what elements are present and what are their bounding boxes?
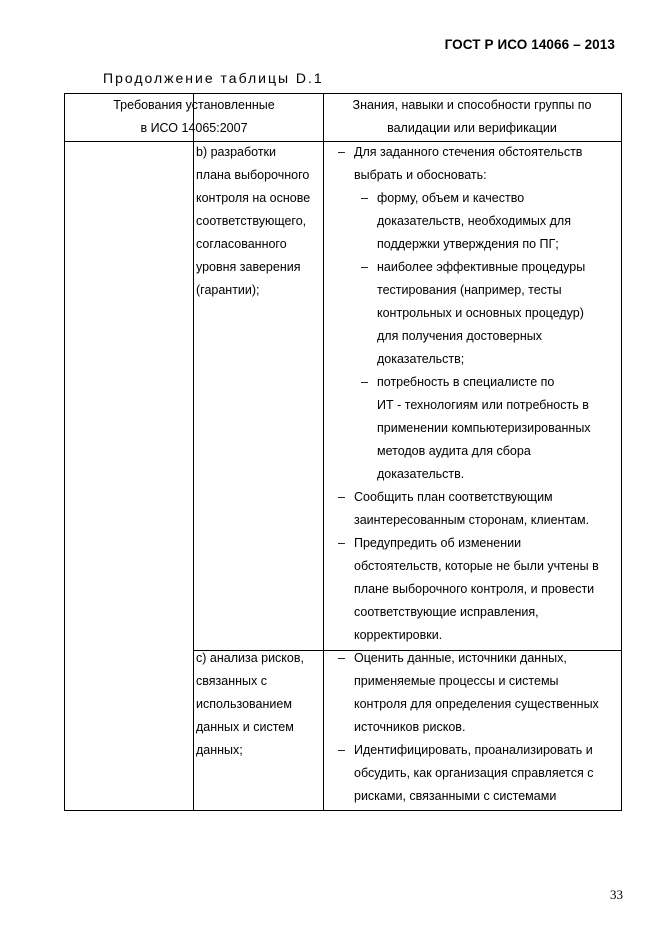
bullet-dash: – [338,743,345,757]
text-line: плане выборочного контроля, и провести [354,582,595,596]
text-line: применении компьютеризированных [377,421,591,435]
requirements-table [64,93,622,811]
text-line: данных; [196,743,243,757]
text-line: контрольных и основных процедур) [377,306,584,320]
text-line: плана выборочного [196,168,310,182]
text-line: рисками, связанными с системами [354,789,557,803]
text-line: соответствующего, [196,214,307,228]
text-line: применяемые процессы и системы [354,674,559,688]
text-line: контроля на основе [196,191,311,205]
bullet-dash: – [361,191,368,205]
table-caption: Продолжение таблицы D.1 [103,70,324,86]
header-requirements [65,94,323,140]
text-line: соответствующие исправления, [354,605,539,619]
document-standard-number: ГОСТ Р ИСО 14066 – 2013 [444,37,615,52]
list-subitem [323,187,621,256]
text-line: выбрать и обосновать: [354,168,487,182]
text-line: заинтересованным сторонам, клиентам. [354,513,590,527]
text-line: данных и систем [196,720,294,734]
text-line: доказательств. [377,467,465,481]
text-line: b) разработки [196,145,276,159]
column-divider-left [193,94,194,810]
text-line: Сообщить план соответствующим [354,490,553,504]
header-line: Знания, навыки и способности группы по [352,98,592,112]
list-item [323,647,621,739]
text-line: связанных с [196,674,267,688]
text-line: методов аудита для сбора [377,444,531,458]
text-line: Для заданного стечения обстоятельств [354,145,583,159]
text-line: для получения достоверных [377,329,542,343]
list-item [323,532,621,647]
header-line: валидации или верификации [387,121,557,135]
list-subitem [323,256,621,371]
text-line: c) анализа рисков, [196,651,304,665]
text-line: наиболее эффективные процедуры [377,260,586,274]
bullet-dash: – [361,375,368,389]
knowledge-cell-c [323,647,621,808]
text-line: поддержки утверждения по ПГ; [377,237,559,251]
list-subitem [323,371,621,486]
text-line: обстоятельств, которые не были учтены в [354,559,599,573]
text-line: ИТ - технологиям или потребность в [377,398,589,412]
list-item [323,739,621,808]
text-line: Идентифицировать, проанализировать и [354,743,593,757]
header-line: Требования установленные [113,98,275,112]
header-knowledge [323,94,621,140]
text-line: использованием [196,697,292,711]
bullet-dash: – [338,145,345,159]
list-item [323,141,621,187]
text-line: доказательств; [377,352,465,366]
text-line: тестирования (например, тесты [377,283,562,297]
text-line: доказательств, необходимых для [377,214,571,228]
bullet-dash: – [338,490,345,504]
requirement-cell-b [196,141,310,302]
text-line: (гарантии); [196,283,260,297]
text-line: контроля для определения существенных [354,697,599,711]
bullet-dash: – [338,651,345,665]
list-item [323,486,621,532]
text-line: Предупредить об изменении [354,536,522,550]
text-line: согласованного [196,237,287,251]
text-line: уровня заверения [196,260,301,274]
text-line: Оценить данные, источники данных, [354,651,567,665]
requirement-cell-c [196,647,304,762]
bullet-dash: – [338,536,345,550]
header-line: в ИСО 14065:2007 [140,121,248,135]
text-line: источников рисков. [354,720,466,734]
knowledge-cell-b [323,141,621,647]
bullet-dash: – [361,260,368,274]
text-line: потребность в специалисте по [377,375,555,389]
page-number: 33 [610,887,623,902]
text-line: обсудить, как организация справляется с [354,766,594,780]
text-line: корректировки. [354,628,443,642]
text-line: форму, объем и качество [377,191,525,205]
